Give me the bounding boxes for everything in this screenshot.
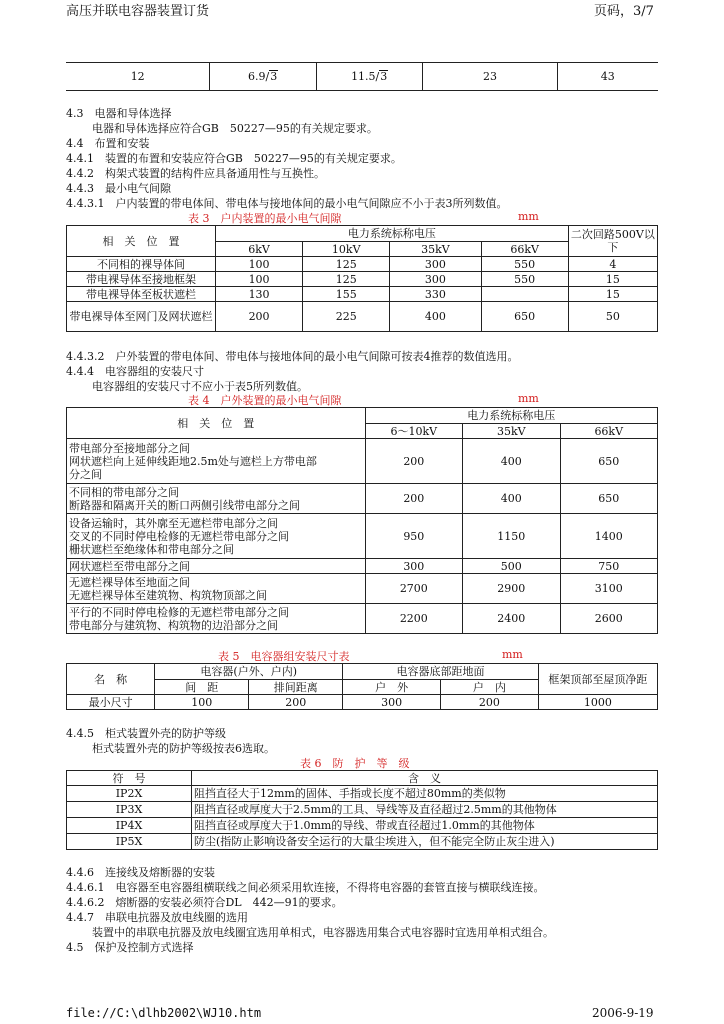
- cell: 带电裸导体至接地框架: [67, 272, 216, 287]
- cell: [67, 439, 366, 484]
- cell: 750: [560, 559, 658, 574]
- cell-line: 分之间: [69, 467, 102, 481]
- cell: 400: [463, 439, 560, 484]
- cell-text: 6.9/: [248, 70, 270, 83]
- cell: 不同相的裸导体间: [67, 257, 216, 272]
- table4-unit: mm: [518, 392, 539, 405]
- cell: 1150: [463, 514, 560, 559]
- cell: [67, 574, 366, 604]
- cell: 200: [365, 439, 462, 484]
- cell: [67, 559, 366, 574]
- paragraph: 电容器组的安装尺寸不应小于表5所列数值。: [92, 380, 308, 393]
- header-cell: 6～10kV: [365, 424, 462, 439]
- cell: 300: [390, 257, 481, 272]
- cell-text: 11.5/: [351, 70, 380, 83]
- cell: 330: [390, 287, 481, 302]
- cell: 带电裸导体至板状遮栏: [67, 287, 216, 302]
- header-cell: 相 关 位 置: [67, 226, 216, 257]
- cell: [67, 514, 366, 559]
- header-cell: 6kV: [216, 242, 303, 257]
- cell: 155: [303, 287, 390, 302]
- paragraph: 装置中的串联电抗器及放电线圈宜选用单相式，电容器选用集合式电容器时宜选用单相式组合。: [92, 926, 554, 939]
- cell: 650: [560, 484, 658, 514]
- cell: 650: [481, 302, 568, 332]
- cell: 3100: [560, 574, 658, 604]
- cell: 50: [568, 302, 657, 332]
- cell-line: 不同相的带电部分之间: [69, 485, 179, 499]
- cell: 550: [481, 257, 568, 272]
- paragraph: 4.4.6.2 熔断器的安装必须符合DL 442—91的要求。: [66, 896, 343, 909]
- cell: [316, 63, 423, 91]
- header-cell: 间 距: [155, 680, 249, 695]
- cell-line: 设备运输时，其外廓至无遮栏带电部分之间: [69, 516, 278, 530]
- header-cell: 户 外: [343, 680, 441, 695]
- continuation-row: [66, 62, 658, 91]
- header-cell: 符 号: [67, 771, 192, 786]
- cell: 1000: [538, 695, 657, 710]
- cell: 100: [216, 272, 303, 287]
- sqrt-symbol: 3: [380, 70, 388, 83]
- section-heading: 4.4.4 电容器组的安装尺寸: [66, 365, 204, 378]
- header-cell: 相 关 位 置: [67, 408, 366, 439]
- section-heading: 4.3 电器和导体选择: [66, 107, 172, 120]
- section-heading: 4.4 布置和安装: [66, 137, 150, 150]
- cell: 带电裸导体至网门及网状遮栏: [67, 302, 216, 332]
- table6-caption: 表 6 防 护 等 级: [300, 757, 410, 770]
- table-3: [66, 225, 658, 332]
- cell: 阻挡直径或厚度大于1.0mm的导线、带或直径超过1.0mm的其他物体: [192, 818, 658, 834]
- cell: 阻挡直径或厚度大于2.5mm的工具、导线等及直径超过2.5mm的其他物体: [192, 802, 658, 818]
- cell: 400: [463, 484, 560, 514]
- table4-caption: 表 4 户外装置的最小电气间隙: [188, 394, 342, 407]
- table-4: [66, 407, 658, 634]
- cell: 2900: [463, 574, 560, 604]
- header-cell: 66kV: [560, 424, 658, 439]
- cell: 500: [463, 559, 560, 574]
- header-cell: 66kV: [481, 242, 568, 257]
- cell-line: 网状遮栏向上延伸线距地2.5m处与遮栏上方带电部: [69, 454, 317, 468]
- cell: 225: [303, 302, 390, 332]
- cell: 200: [441, 695, 539, 710]
- header-cell: 排间距离: [249, 680, 343, 695]
- header-cell: 户 内: [441, 680, 539, 695]
- paragraph: 4.4.3.1 户内装置的带电体间、带电体与接地体间的最小电气间隙应不小于表3所列数值。: [66, 197, 508, 210]
- header-cell: 电力系统标称电压: [216, 226, 569, 242]
- cell: IP4X: [67, 818, 192, 834]
- cell: 阻挡直径大于12mm的固体、手指或长度不超过80mm的类似物: [192, 786, 658, 802]
- cell: 300: [365, 559, 462, 574]
- section-heading: 4.4.5 柜式装置外壳的防护等级: [66, 727, 226, 740]
- cell: [67, 484, 366, 514]
- cell: [210, 63, 317, 91]
- cell: 最小尺寸: [67, 695, 155, 710]
- footer-date: 2006-9-19: [592, 1006, 654, 1020]
- cell: 950: [365, 514, 462, 559]
- section-heading: 4.5 保护及控制方式选择: [66, 941, 194, 954]
- header-cell: 电容器底部距地面: [343, 664, 539, 680]
- table3-caption: 表 3 户内装置的最小电气间隙: [188, 212, 342, 225]
- cell-line: 无遮栏裸导体至建筑物、构筑物顶部之间: [69, 588, 267, 602]
- cell: IP5X: [67, 834, 192, 850]
- cell-line: 断路器和隔离开关的断口两侧引线带电部分之间: [69, 498, 300, 512]
- cell: 2700: [365, 574, 462, 604]
- cell: 300: [343, 695, 441, 710]
- header-cell: 电容器(户外、户内): [155, 664, 343, 680]
- cell: 4: [568, 257, 657, 272]
- paragraph: 4.4.3.2 户外装置的带电体间、带电体与接地体间的最小电气间隙可按表4推荐的数值选用。: [66, 350, 519, 363]
- cell-line: 交叉的不同时停电检修的无遮栏带电部分之间: [69, 529, 289, 543]
- cell: 200: [249, 695, 343, 710]
- table3-unit: mm: [518, 210, 539, 223]
- paragraph: 4.4.2 构架式装置的结构件应具备通用性与互换性。: [66, 167, 325, 180]
- cell: IP3X: [67, 802, 192, 818]
- header-cell: 电力系统标称电压: [365, 408, 657, 424]
- paragraph: 4.4.1 装置的布置和安装应符合GB 50227—95的有关规定要求。: [66, 152, 402, 165]
- header-cell: 名 称: [67, 664, 155, 695]
- cell: 100: [155, 695, 249, 710]
- cell: 300: [390, 272, 481, 287]
- section-heading: 4.4.3 最小电气间隙: [66, 182, 171, 195]
- sqrt-symbol: 3: [270, 70, 278, 83]
- cell: 1400: [560, 514, 658, 559]
- cell: 2400: [463, 604, 560, 634]
- cell-line: 栅状遮栏至绝缘体和带电部分之间: [69, 542, 234, 556]
- cell-line: 带电部分至接地部分之间: [69, 441, 190, 455]
- cell: 15: [568, 272, 657, 287]
- header-cell: 10kV: [303, 242, 390, 257]
- cell: 125: [303, 272, 390, 287]
- paragraph: 柜式装置外壳的防护等级按表6选取。: [92, 742, 275, 755]
- paragraph: 4.4.6.1 电容器至电容器组横联线之间必须采用软连接，不得将电容器的套管直接与横联线连接。: [66, 881, 545, 894]
- cell-line: 带电部分与建筑物、构筑物的边沿部分之间: [69, 618, 278, 632]
- table5-caption: 表 5 电容器组安装尺寸表: [218, 650, 350, 663]
- cell: 2600: [560, 604, 658, 634]
- cell: 125: [303, 257, 390, 272]
- cell: 15: [568, 287, 657, 302]
- cell: 100: [216, 257, 303, 272]
- cell: 400: [390, 302, 481, 332]
- header-page: 页码，3/7: [594, 4, 654, 19]
- header-cell: 35kV: [390, 242, 481, 257]
- cell: 43: [557, 63, 658, 91]
- cell: 550: [481, 272, 568, 287]
- cell: 防尘(指防止影响设备安全运行的大量尘埃进入，但不能完全防止灰尘进入): [192, 834, 658, 850]
- cell: 200: [365, 484, 462, 514]
- cell-line: 网状遮栏至带电部分之间: [69, 559, 190, 573]
- header-cell: 含 义: [192, 771, 658, 786]
- cell: 2200: [365, 604, 462, 634]
- footer-path: file://C:\dlhb2002\WJ10.htm: [66, 1006, 262, 1020]
- table5-unit: mm: [502, 648, 523, 661]
- table-5: [66, 663, 658, 710]
- cell: [67, 604, 366, 634]
- section-heading: 4.4.6 连接线及熔断器的安装: [66, 866, 215, 879]
- cell: 650: [560, 439, 658, 484]
- cell-line: 无遮栏裸导体至地面之间: [69, 575, 190, 589]
- header-cell: 框架顶部至屋顶净距: [538, 664, 657, 695]
- cell: IP2X: [67, 786, 192, 802]
- section-heading: 4.4.7 串联电抗器及放电线圈的选用: [66, 911, 248, 924]
- cell: 12: [66, 63, 210, 91]
- header-cell: 二次回路500V以下: [568, 226, 657, 257]
- paragraph: 电器和导体选择应符合GB 50227—95的有关规定要求。: [92, 122, 378, 135]
- cell: 130: [216, 287, 303, 302]
- cell: 23: [423, 63, 557, 91]
- table-6: [66, 770, 658, 850]
- cell: [481, 287, 568, 302]
- cell-line: 平行的不同时停电检修的无遮栏带电部分之间: [69, 605, 289, 619]
- header-cell: 35kV: [463, 424, 560, 439]
- header-title: 高压并联电容器装置订货: [66, 4, 210, 19]
- cell: 200: [216, 302, 303, 332]
